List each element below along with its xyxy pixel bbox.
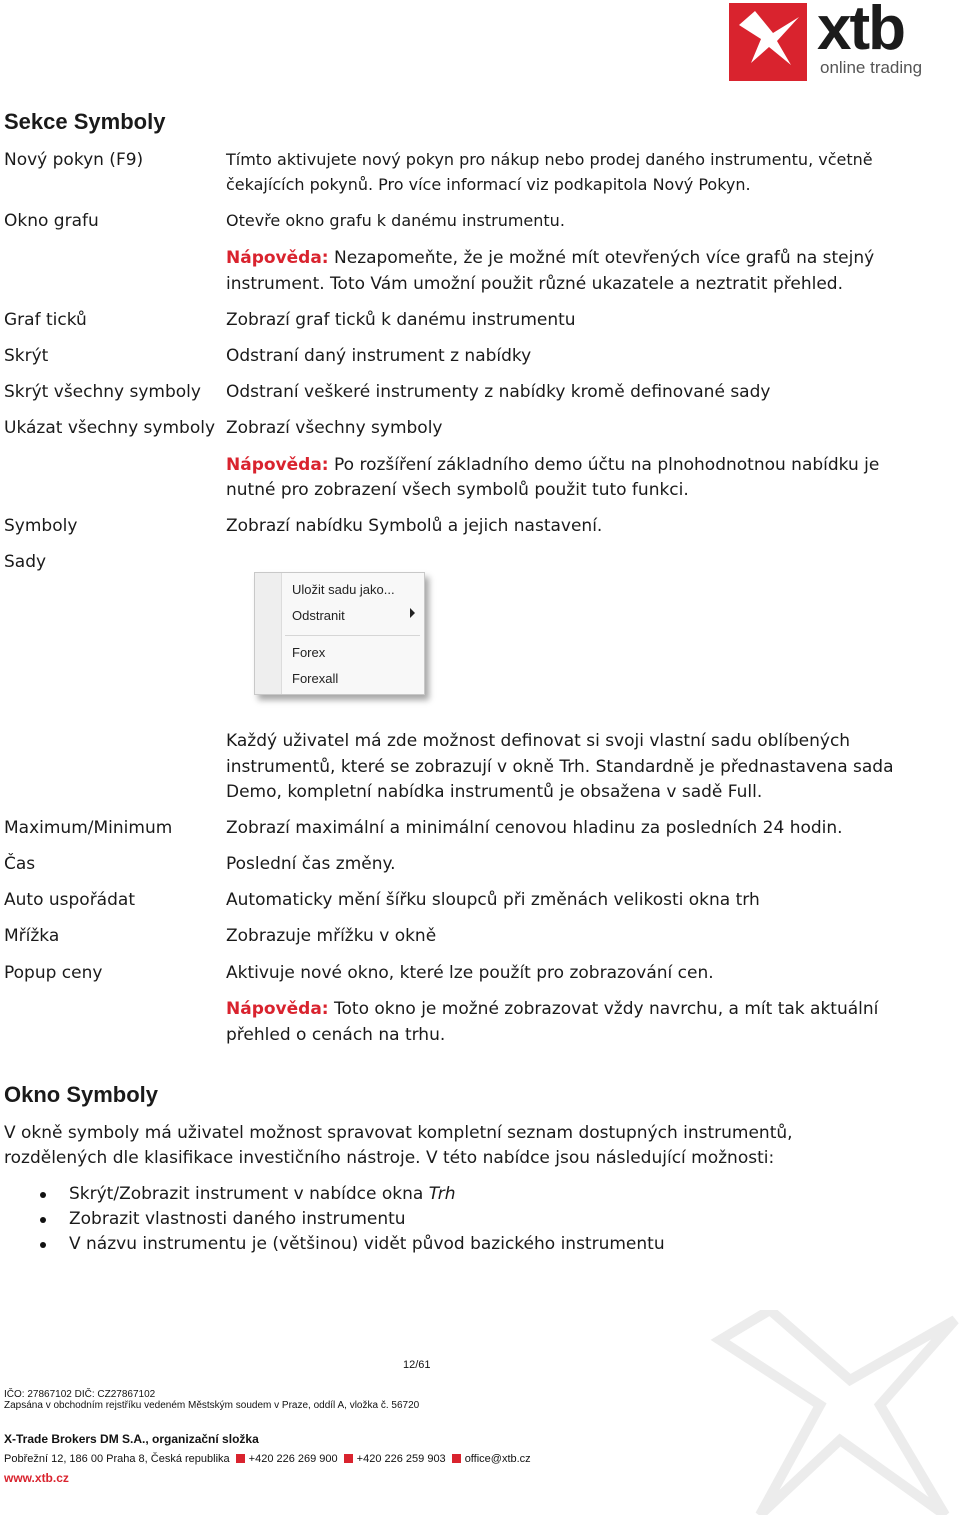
logo-word: xtb [817, 0, 904, 63]
row-desc: Odstraní daný instrument z nabídky [226, 346, 532, 366]
footer-fax[interactable]: +420 226 259 903 [356, 1453, 446, 1465]
xtb-x-mark-icon [729, 3, 807, 81]
row-label: Nový pokyn (F9) [4, 150, 144, 170]
footer-register: Zapsána v obchodním rejstříku vedeném Městským soudem v Praze, oddíl A, vložka č. 56720 [4, 1400, 420, 1411]
row-label: Graf ticků [4, 310, 87, 330]
row-desc: Zobrazuje mřížku v okně [226, 926, 437, 946]
row-label: Maximum/Minimum [4, 818, 173, 838]
fax-icon [344, 1454, 353, 1463]
row-desc: Zobrazí nabídku Symbolů a jejich nastavení. [226, 516, 603, 536]
footer-address: Pobřežní 12, 186 00 Praha 8, Česká republika [4, 1453, 230, 1465]
row-label: Čas [4, 854, 36, 874]
help-note [226, 452, 879, 478]
list-item: V názvu instrumentu je (většinou) vidět původ bazického instrumentu [40, 1232, 665, 1257]
xtb-watermark-icon [700, 1310, 960, 1515]
sady-desc: Každý uživatel má zde možnost definovat si svoji vlastní sadu oblíbených [226, 731, 851, 751]
help-note-text: Toto okno je možné zobrazovat vždy navrchu, a mít tak aktuální [328, 999, 879, 1019]
footer-company: X-Trade Brokers DM S.A., organizační složka [4, 1432, 259, 1446]
footer-web-link[interactable]: www.xtb.cz [4, 1471, 69, 1485]
list-item: Skrýt/Zobrazit instrument v nabídce okna Trh [40, 1182, 665, 1207]
row-desc: Zobrazí graf ticků k danému instrumentu [226, 310, 576, 330]
menu-item-forexall[interactable]: Forexall [292, 671, 339, 686]
footer-contacts [4, 1453, 531, 1465]
help-note-text: Nezapomeňte, že je možné mít otevřených více grafů na stejný [328, 248, 875, 268]
row-desc: Zobrazí všechny symboly [226, 418, 443, 438]
section-title-sekce-symboly: Sekce Symboly [4, 109, 166, 134]
menu-item-save-set[interactable]: Uložit sadu jako... [292, 582, 395, 597]
footer-phone[interactable]: +420 226 269 900 [248, 1453, 338, 1465]
row-label: Popup ceny [4, 963, 103, 983]
list-item: Zobrazit vlastnosti daného instrumentu [40, 1207, 665, 1232]
help-note-prefix: Nápověda: [226, 999, 329, 1019]
help-note [226, 996, 878, 1022]
row-desc: Odstraní veškeré instrumenty z nabídky kromě definované sady [226, 382, 771, 402]
options-list [40, 1182, 665, 1257]
menu-item-forex[interactable]: Forex [292, 645, 326, 660]
help-note-line: nutné pro zobrazení všech symbolů použit tuto funkci. [226, 480, 689, 500]
row-label: Auto uspořádat [4, 890, 135, 910]
row-label: Skrýt [4, 346, 49, 366]
row-label: Mřížka [4, 926, 60, 946]
page-number: 12/61 [403, 1359, 431, 1371]
italic-term: Trh [428, 1184, 456, 1204]
row-desc: Tímto aktivujete nový pokyn pro nákup nebo prodej daného instrumentu, včetně [226, 150, 873, 169]
row-label: Skrýt všechny symboly [4, 382, 201, 402]
section-title-okno-symboly: Okno Symboly [4, 1082, 159, 1107]
phone-icon [236, 1454, 245, 1463]
paragraph-line: rozdělených dle klasifikace investičního nástroje. V této nabídce jsou následující možnosti: [4, 1148, 775, 1168]
sady-context-menu [254, 572, 425, 695]
row-label: Sady [4, 552, 47, 572]
help-note [226, 245, 874, 271]
row-desc: Automaticky mění šířku sloupců při změnách velikosti okna trh [226, 890, 760, 910]
row-desc: Poslední čas změny. [226, 854, 396, 874]
help-note-prefix: Nápověda: [226, 248, 329, 268]
row-label: Okno grafu [4, 211, 99, 231]
row-label: Ukázat všechny symboly [4, 418, 216, 438]
footer-email[interactable]: office@xtb.cz [464, 1453, 531, 1465]
menu-icon-strip [255, 573, 282, 694]
menu-item-remove[interactable]: Odstranit [292, 608, 345, 623]
footer-ico: IČO: 27867102 DIČ: CZ27867102 [4, 1389, 156, 1400]
menu-separator [285, 635, 420, 636]
row-desc: Aktivuje nové okno, které lze použít pro zobrazování cen. [226, 963, 714, 983]
xtb-logo [729, 0, 939, 81]
sady-desc: instrumentů, které se zobrazují v okně Trh. Standardně je přednastavena sada [226, 757, 894, 777]
help-note-line: přehled o cenách na trhu. [226, 1025, 446, 1045]
logo-tagline: online trading [820, 58, 923, 77]
help-note-line: instrument. Toto Vám umožní použit různé ukazatele a neztratit přehled. [226, 274, 843, 294]
row-desc: čekajících pokynů. Pro více informací viz podkapitola Nový Pokyn. [226, 175, 751, 194]
row-label: Symboly [4, 516, 78, 536]
submenu-arrow-icon [410, 608, 415, 618]
paragraph-line: V okně symboly má uživatel možnost spravovat kompletní seznam dostupných instrumentů, [4, 1123, 793, 1143]
help-note-prefix: Nápověda: [226, 455, 329, 475]
row-desc: Otevře okno grafu k danému instrumentu. [226, 211, 565, 230]
row-desc: Zobrazí maximální a minimální cenovou hladinu za posledních 24 hodin. [226, 818, 843, 838]
sady-desc: Demo, kompletní nabídka instrumentů je obsažena v sadě Full. [226, 782, 763, 802]
help-note-text: Po rozšíření základního demo účtu na plnohodnotnou nabídku je [328, 455, 880, 475]
email-icon [452, 1454, 461, 1463]
